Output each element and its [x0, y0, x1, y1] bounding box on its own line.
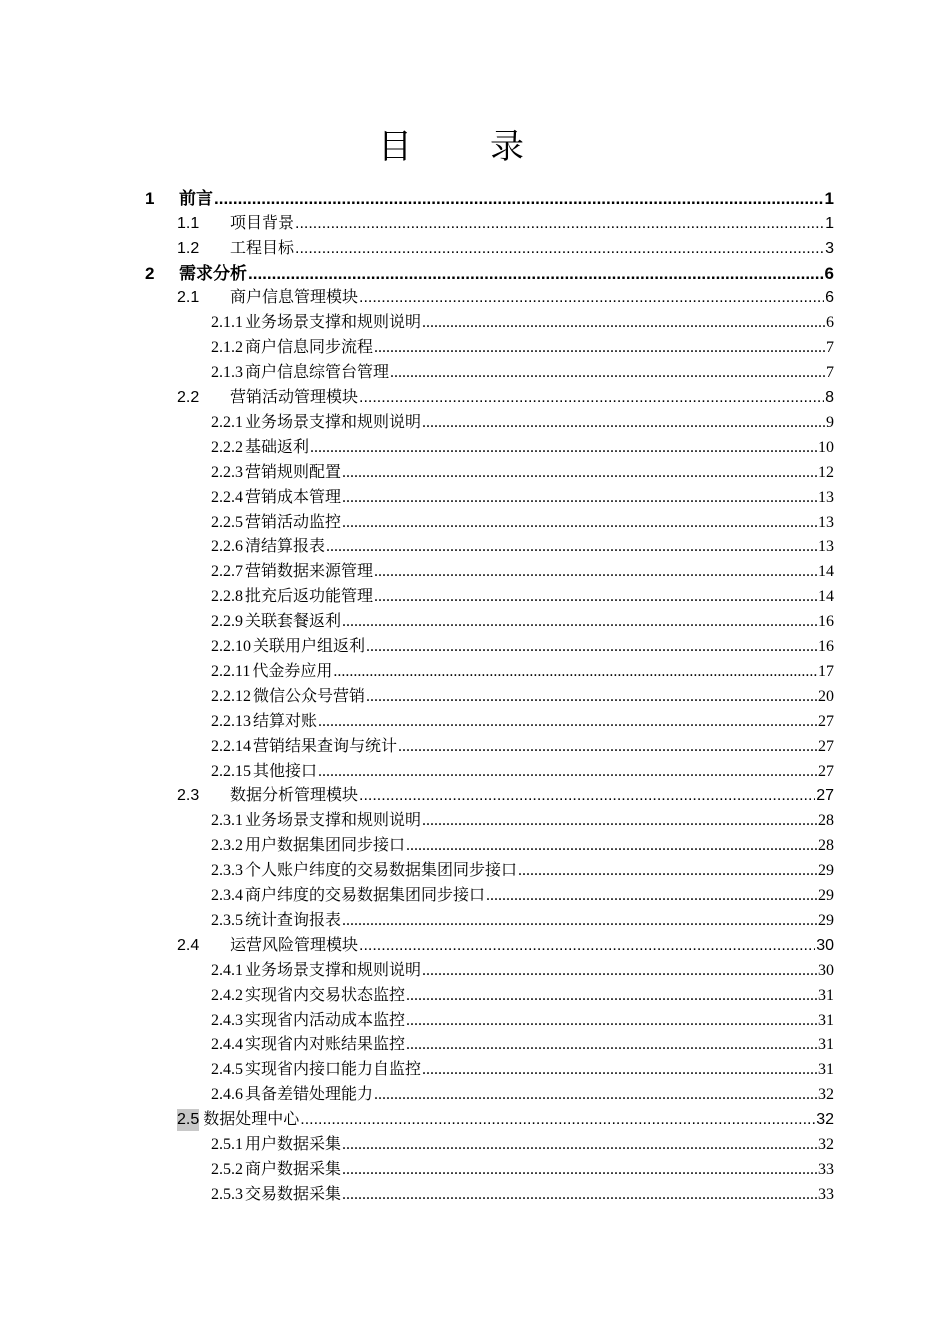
dot-leader	[295, 213, 824, 235]
toc-entry-page-number: 30	[816, 936, 834, 954]
toc-entry[interactable]	[211, 1032, 834, 1057]
toc-entry-number: 2.2.1	[211, 413, 243, 431]
toc-entry-page-number: 32	[818, 1086, 834, 1104]
dot-leader	[342, 1134, 817, 1156]
toc-entry-page-number: 13	[818, 538, 834, 556]
dot-leader	[318, 761, 817, 783]
toc-entry-page-number: 9	[826, 413, 834, 431]
toc-entry[interactable]	[177, 384, 834, 409]
toc-entry[interactable]	[211, 882, 834, 907]
toc-entry-number: 2.3	[177, 787, 200, 805]
toc-entry[interactable]	[211, 683, 834, 708]
toc-entry-label: 业务场景支撑和规则说明	[245, 413, 422, 431]
toc-entry-page-number: 27	[818, 712, 834, 730]
toc-entry[interactable]	[211, 359, 834, 384]
toc-entry[interactable]	[211, 583, 834, 608]
dot-leader	[342, 1159, 817, 1181]
toc-entry-page-number: 13	[818, 513, 834, 531]
dot-leader	[214, 188, 824, 210]
toc-entry-number: 1.2	[177, 239, 200, 257]
toc-entry-number: 2.5.1	[211, 1136, 243, 1154]
toc-entry-label: 营销活动管理模块	[230, 389, 359, 407]
dot-leader	[342, 487, 817, 509]
toc-entry-page-number: 33	[818, 1185, 834, 1203]
toc-entry[interactable]	[177, 285, 834, 310]
toc-entry-number: 2.4.6	[211, 1086, 243, 1104]
toc-entry-page-number: 7	[826, 339, 834, 357]
toc-entry-label: 实现省内活动成本监控	[245, 1011, 406, 1029]
toc-entry-label: 清结算报表	[245, 538, 326, 556]
toc-entry-label: 营销数据来源管理	[245, 563, 374, 581]
toc-entry-label: 商户纬度的交易数据集团同步接口	[245, 887, 486, 905]
toc-entry-label: 具备差错处理能力	[245, 1086, 374, 1104]
toc-entry-number: 2.3.4	[211, 887, 243, 905]
toc-entry-page-number: 17	[818, 662, 834, 680]
toc-entry-label: 代金券应用	[252, 662, 333, 680]
dot-leader	[333, 661, 817, 683]
dot-leader	[248, 263, 824, 285]
toc-entry-page-number: 8	[825, 389, 834, 407]
toc-entry-page-number: 3	[825, 239, 834, 257]
dot-leader	[326, 536, 817, 558]
toc-entry[interactable]	[211, 459, 834, 484]
toc-entry[interactable]	[211, 907, 834, 932]
toc-entry-page-number: 32	[816, 1111, 834, 1129]
dot-leader	[366, 686, 817, 708]
toc-entry-page-number: 28	[818, 812, 834, 830]
toc-entry-label: 商户数据采集	[245, 1160, 342, 1178]
toc-entry-page-number: 28	[818, 837, 834, 855]
dot-leader	[422, 412, 825, 434]
toc-entry-page-number: 20	[818, 687, 834, 705]
toc-entry[interactable]	[211, 1007, 834, 1032]
toc-entry-number: 2.3.1	[211, 812, 243, 830]
dot-leader	[318, 711, 817, 733]
toc-entry-page-number: 31	[818, 986, 834, 1004]
toc-entry-number: 2.5.3	[211, 1185, 243, 1203]
toc-entry-page-number: 12	[818, 463, 834, 481]
toc-entry[interactable]	[211, 1057, 834, 1082]
toc-entry-label: 微信公众号营销	[253, 687, 366, 705]
toc-entry[interactable]	[211, 310, 834, 335]
toc-entry-page-number: 14	[818, 588, 834, 606]
toc-entry-page-number: 29	[818, 887, 834, 905]
toc-entry[interactable]	[211, 708, 834, 733]
dot-leader	[374, 586, 817, 608]
toc-entry-page-number: 33	[818, 1160, 834, 1178]
toc-entry-number: 2.2.15	[211, 762, 251, 780]
dot-leader	[406, 985, 817, 1007]
toc-entry[interactable]	[211, 1156, 834, 1181]
dot-leader	[406, 1034, 817, 1056]
toc-entry-label: 交易数据采集	[245, 1185, 342, 1203]
toc-entry-number: 2.2.3	[211, 463, 243, 481]
toc-entry[interactable]	[211, 957, 834, 982]
dot-leader	[295, 238, 824, 260]
toc-entry-page-number: 29	[818, 911, 834, 929]
toc-entry-number: 2.4.3	[211, 1011, 243, 1029]
toc-entry-page-number: 14	[818, 563, 834, 581]
toc-entry-number: 2.2.14	[211, 737, 251, 755]
toc-entry-page-number: 27	[818, 737, 834, 755]
toc-entry-number: 2.2.12	[211, 687, 251, 705]
toc-entry-label: 实现省内交易状态监控	[245, 986, 406, 1004]
toc-entry-number: 2	[145, 263, 155, 283]
toc-entry-page-number: 10	[818, 438, 834, 456]
toc-entry-number: 2.4	[177, 936, 200, 954]
toc-entry-label: 项目背景	[230, 214, 295, 232]
toc-entry-number: 2.1.1	[211, 314, 243, 332]
toc-entry[interactable]	[177, 1106, 834, 1131]
toc-entry-page-number: 31	[818, 1061, 834, 1079]
toc-entry-label: 商户信息管理模块	[230, 289, 359, 307]
toc-entry-number: 2.5.2	[211, 1160, 243, 1178]
toc-entry-page-number: 1	[825, 214, 834, 232]
toc-entry[interactable]	[211, 1131, 834, 1156]
toc-entry-label: 营销成本管理	[245, 488, 342, 506]
toc-entry[interactable]	[211, 982, 834, 1007]
toc-entry-label: 商户信息同步流程	[245, 339, 374, 357]
toc-entry-number: 2.2.13	[211, 712, 251, 730]
toc-entry[interactable]	[145, 185, 834, 210]
toc-entry-label: 工程目标	[230, 239, 295, 257]
toc-entry-label: 实现省内接口能力自监控	[245, 1061, 422, 1079]
toc-entry[interactable]	[211, 509, 834, 534]
toc-entry-label: 业务场景支撑和规则说明	[245, 961, 422, 979]
toc-entry-number: 2.2.8	[211, 588, 243, 606]
toc-entry[interactable]	[211, 608, 834, 633]
toc-entry-label: 批充后返功能管理	[245, 588, 374, 606]
toc-entry-label: 运营风险管理模块	[230, 936, 359, 954]
dot-leader	[342, 512, 817, 534]
toc-entry-page-number: 29	[818, 862, 834, 880]
toc-entry-label: 需求分析	[179, 263, 247, 283]
toc-entry-number: 2.5	[177, 1109, 199, 1131]
dot-leader	[422, 810, 817, 832]
toc-entry-page-number: 32	[818, 1136, 834, 1154]
toc-entry-page-number: 6	[826, 314, 834, 332]
toc-entry-number: 2.1	[177, 289, 200, 307]
toc-entry-page-number: 27	[818, 762, 834, 780]
toc-entry-number: 2.2.11	[211, 662, 251, 680]
dot-leader	[359, 935, 815, 957]
toc-entry-page-number: 1	[824, 188, 834, 208]
toc-entry-number: 2.2.4	[211, 488, 243, 506]
toc-entry-number: 2.4.1	[211, 961, 243, 979]
dot-leader	[374, 1084, 817, 1106]
toc-entry-label: 数据处理中心	[203, 1111, 300, 1129]
toc-entry[interactable]	[177, 210, 834, 235]
dot-leader	[359, 287, 824, 309]
toc-entry-page-number: 6	[824, 263, 834, 283]
toc-entry[interactable]	[145, 260, 834, 285]
toc-entry-number: 1.1	[177, 214, 200, 232]
toc-entry-number: 2.4.2	[211, 986, 243, 1004]
dot-leader	[342, 1184, 817, 1206]
toc-entry-label: 关联套餐返利	[245, 613, 342, 631]
dot-leader	[342, 910, 817, 932]
toc-entry-label: 其他接口	[253, 762, 318, 780]
toc-entry-number: 2.1.3	[211, 364, 243, 382]
toc-entry[interactable]	[211, 409, 834, 434]
dot-leader	[359, 785, 815, 807]
toc-entry[interactable]	[211, 633, 834, 658]
toc-entry-page-number: 30	[818, 961, 834, 979]
dot-leader	[359, 387, 824, 409]
toc-entry-label: 营销规则配置	[245, 463, 342, 481]
toc-entry[interactable]	[211, 758, 834, 783]
toc-entry[interactable]	[211, 559, 834, 584]
toc-entry-label: 用户数据集团同步接口	[245, 837, 406, 855]
toc-entry-label: 商户信息综管台管理	[245, 364, 390, 382]
toc-entry[interactable]	[211, 1081, 834, 1106]
toc-entry-page-number: 27	[816, 787, 834, 805]
toc-entry-number: 2.4.5	[211, 1061, 243, 1079]
toc-entry-label: 前言	[179, 188, 213, 208]
toc-entry-number: 2.2.10	[211, 638, 251, 656]
toc-entry-number: 2.3.2	[211, 837, 243, 855]
toc-entry-page-number: 16	[818, 638, 834, 656]
toc-entry[interactable]	[211, 857, 834, 882]
toc-entry-page-number: 16	[818, 613, 834, 631]
dot-leader	[300, 1109, 815, 1131]
toc-entry[interactable]	[177, 932, 834, 957]
dot-leader	[486, 885, 817, 907]
toc-entry-page-number: 31	[818, 1011, 834, 1029]
toc-entry-number: 2.2.7	[211, 563, 243, 581]
toc-entry-label: 用户数据采集	[245, 1136, 342, 1154]
toc-entry-label: 结算对账	[253, 712, 318, 730]
dot-leader	[342, 611, 817, 633]
toc-entry-label: 关联用户组返利	[253, 638, 366, 656]
toc-entry[interactable]	[211, 1181, 834, 1206]
toc-entry-label: 业务场景支撑和规则说明	[245, 812, 422, 830]
dot-leader	[374, 337, 825, 359]
toc-entry[interactable]	[211, 658, 834, 683]
toc-entry-number: 2.3.5	[211, 911, 243, 929]
toc-entry-label: 业务场景支撑和规则说明	[245, 314, 422, 332]
toc-entry-number: 2.2.9	[211, 613, 243, 631]
toc-entry[interactable]	[177, 235, 834, 260]
toc-entry[interactable]	[211, 484, 834, 509]
toc-entry[interactable]	[211, 832, 834, 857]
toc-entry-label: 营销活动监控	[245, 513, 342, 531]
toc-entry-page-number: 7	[826, 364, 834, 382]
dot-leader	[406, 835, 817, 857]
toc-entry[interactable]	[211, 334, 834, 359]
dot-leader	[518, 860, 817, 882]
toc-entry-number: 2.1.2	[211, 339, 243, 357]
dot-leader	[422, 960, 817, 982]
page-title: 目录	[378, 127, 602, 167]
toc-entry[interactable]	[211, 434, 834, 459]
toc-entry-label: 数据分析管理模块	[230, 787, 359, 805]
dot-leader	[366, 636, 817, 658]
dot-leader	[406, 1010, 817, 1032]
toc-entry[interactable]	[177, 783, 834, 808]
toc-entry[interactable]	[211, 733, 834, 758]
dot-leader	[374, 561, 817, 583]
toc-entry-number: 2.3.3	[211, 862, 243, 880]
dot-leader	[398, 736, 817, 758]
toc-entry[interactable]	[211, 808, 834, 833]
toc-entry[interactable]	[211, 534, 834, 559]
toc-entry-label: 营销结果查询与统计	[253, 737, 398, 755]
dot-leader	[422, 312, 825, 334]
toc-entry-number: 2.2.5	[211, 513, 243, 531]
dot-leader	[342, 462, 817, 484]
toc-entry-page-number: 31	[818, 1036, 834, 1054]
toc-entry-number: 1	[145, 188, 155, 208]
toc-entry-number: 2.2.2	[211, 438, 243, 456]
toc-entry-label: 统计查询报表	[245, 911, 342, 929]
dot-leader	[310, 437, 817, 459]
toc-entry-label: 实现省内对账结果监控	[245, 1036, 406, 1054]
toc-entry-number: 2.2.6	[211, 538, 243, 556]
toc-entry-page-number: 13	[818, 488, 834, 506]
dot-leader	[390, 362, 825, 384]
toc-entry-number: 2.4.4	[211, 1036, 243, 1054]
toc-entry-page-number: 6	[825, 289, 834, 307]
toc-entry-number: 2.2	[177, 389, 200, 407]
dot-leader	[422, 1059, 817, 1081]
toc-entry-label: 基础返利	[245, 438, 310, 456]
toc-entry-label: 个人账户纬度的交易数据集团同步接口	[245, 862, 518, 880]
